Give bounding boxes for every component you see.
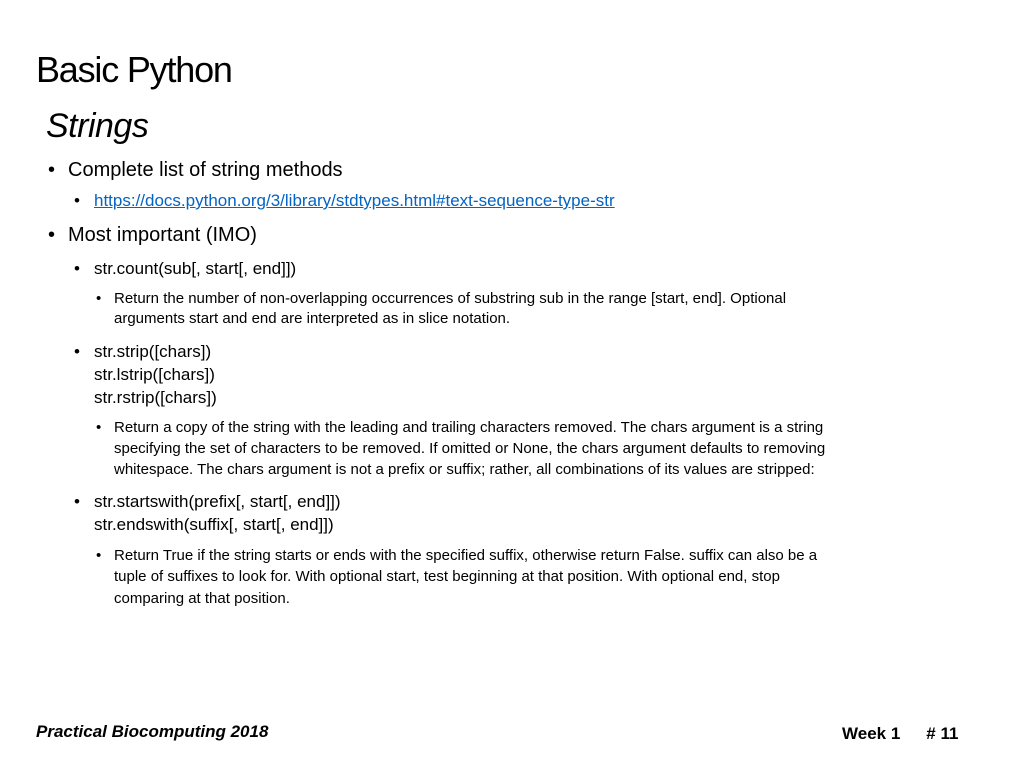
bullet-icon: • xyxy=(96,547,102,564)
rstrip-signature: str.rstrip([chars]) xyxy=(94,388,217,407)
bullet-icon: • xyxy=(48,224,56,246)
bullet-most-important: Most important (IMO) xyxy=(68,224,257,246)
strip-signature: str.strip([chars]) xyxy=(94,342,212,361)
startswith-signature: str.startswith(prefix[, start[, end]]) xyxy=(94,492,341,511)
endswith-signature: str.endswith(suffix[, start[, end]]) xyxy=(94,515,334,534)
bullet-icon: • xyxy=(74,492,80,511)
count-signature: str.count(sub[, start[, end]]) xyxy=(94,259,297,278)
count-description-line: Return the number of non-overlapping occurrences of substring sub in the range [start, end]. Optional xyxy=(114,290,787,307)
bullet-complete-list: Complete list of string methods xyxy=(68,159,343,181)
strip-description-line: whitespace. The chars argument is not a prefix or suffix; rather, all combinations of its values are stripped: xyxy=(114,461,815,478)
startswith-description-line: tuple of suffixes to look for. With optional start, test beginning at that position. With optional end, stop xyxy=(114,568,780,585)
startswith-description-line: Return True if the string starts or ends with the specified suffix, otherwise return False. suffix can also be a xyxy=(114,547,818,564)
strip-description-line: specifying the set of characters to be removed. If omitted or None, the chars argument defaults to removing xyxy=(114,440,826,457)
bullet-icon: • xyxy=(96,419,102,436)
bullet-icon: • xyxy=(74,342,80,361)
strip-description-line: Return a copy of the string with the leading and trailing characters removed. The chars argument is a string xyxy=(114,419,824,436)
lstrip-signature: str.lstrip([chars]) xyxy=(94,365,215,384)
slide-title: Basic Python xyxy=(36,49,232,90)
slide-subtitle: Strings xyxy=(46,107,149,145)
bullet-icon: • xyxy=(96,290,102,307)
footer-course: Practical Biocomputing 2018 xyxy=(36,722,269,741)
count-description-line: arguments start and end are interpreted as in slice notation. xyxy=(114,310,511,327)
docs-link[interactable]: https://docs.python.org/3/library/stdtypes.html#text-sequence-type-str xyxy=(94,191,615,210)
footer-page-info xyxy=(842,724,958,744)
footer-slide-number: # 11 xyxy=(926,724,959,743)
bullet-icon: • xyxy=(74,191,80,210)
startswith-description-line: comparing at that position. xyxy=(114,590,290,607)
bullet-icon: • xyxy=(48,159,56,181)
footer-week: Week 1 xyxy=(842,724,901,743)
bullet-icon: • xyxy=(74,259,80,278)
